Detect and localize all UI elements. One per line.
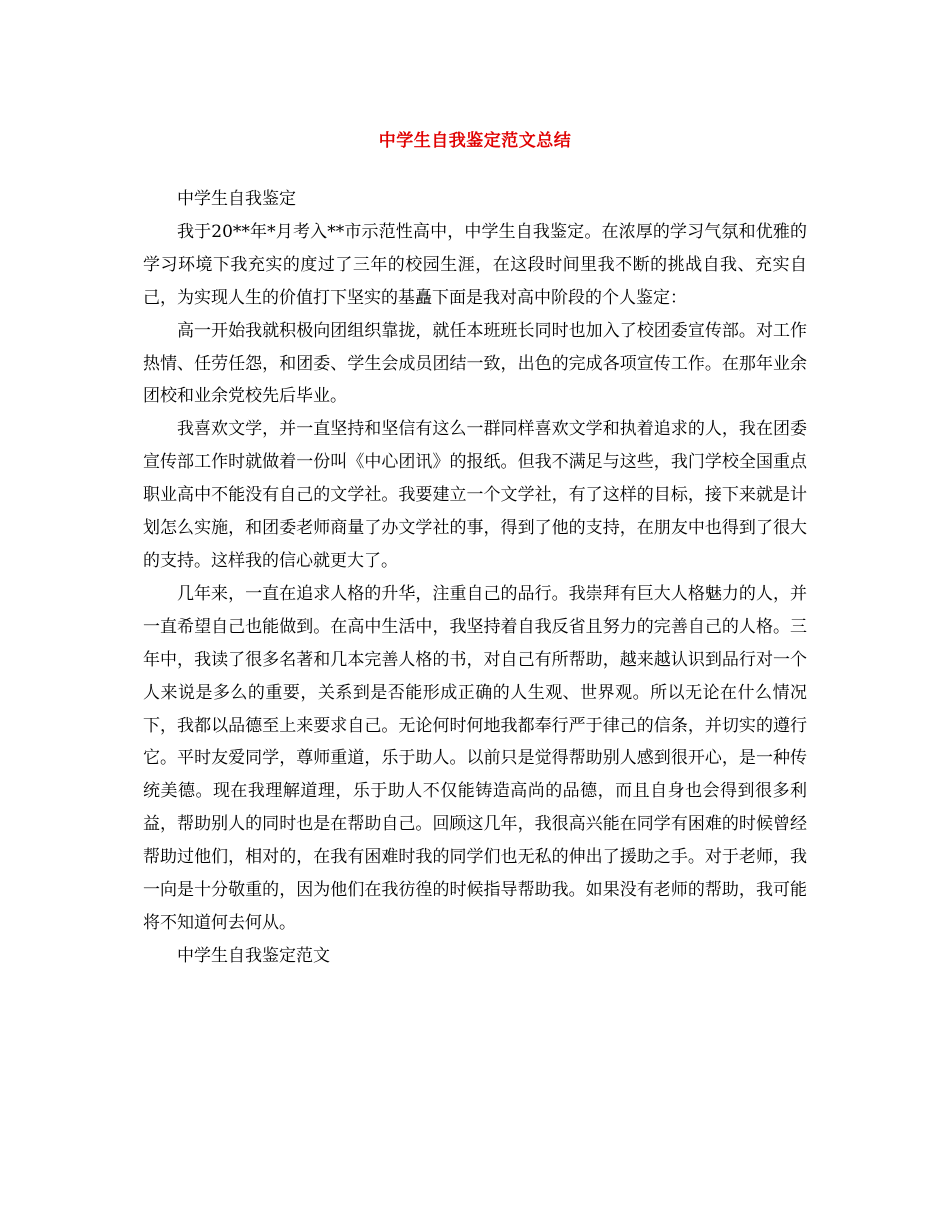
paragraph: 几年来，一直在追求人格的升华，注重自己的品行。我崇拜有巨大人格魅力的人，并一直希望自己也能做到。在高中生活中，我坚持着自我反省且努力的完善自己的人格。三年中，我读了很多名著和几本完善人格的书，对自己有所帮助，越来越认识到品行对一个人来说是多么的重要，关系到是否能形成正确的人生观、世界观。所以无论在什么情况下，我都以品德至上来要求自己。无论何时何地我都奉行严于律己的信条，并切实的遵行它。平时友爱同学，尊师重道，乐于助人。以前只是觉得帮助别人感到很开心，是一种传统美德。现在我理解道理，乐于助人不仅能铸造高尚的品德，而且自身也会得到很多利益，帮助别人的同时也是在帮助自己。回顾这几年，我很高兴能在同学有困难的时候曾经帮助过他们，相对的，在我有困难时我的同学们也无私的伸出了援助之手。对于老师，我一向是十分敬重的，因为他们在我彷徨的时候指导帮助我。如果没有老师的帮助，我可能将不知道何去何从。 [143, 583, 807, 933]
paragraph: 我喜欢文学，并一直坚持和坚信有这么一群同样喜欢文学和执着追求的人，我在团委宣传部工作时就做着一份叫《中心团讯》的报纸。但我不满足与这些，我门学校全国重点职业高中不能没有自己的文学社。我要建立一个文学社，有了这样的目标，接下来就是计划怎么实施，和团委老师商量了办文学社的事，得到了他的支持，在朋友中也得到了很大的支持。这样我的信心就更大了。 [143, 419, 807, 571]
paragraph-heading: 中学生自我鉴定 [177, 189, 296, 209]
document-title: 中学生自我鉴定范文总结 [378, 131, 572, 151]
paragraph: 高一开始我就积极向团组织靠拢，就任本班班长同时也加入了校团委宣传部。对工作热情、任劳任怨，和团委、学生会成员团结一致，出色的完成各项宣传工作。在那年业余团校和业余党校先后毕业。 [143, 320, 807, 407]
document-body [143, 183, 807, 973]
paragraph: 我于20**年*月考入**市示范性高中，中学生自我鉴定。在浓厚的学习气氛和优雅的学习环境下我充实的度过了三年的校园生涯，在这段时间里我不断的挑战自我、充实自己，为实现人生的价值打下坚实的基矗下面是我对高中阶段的个人鉴定： [143, 221, 807, 308]
paragraph-heading: 中学生自我鉴定范文 [177, 945, 330, 966]
